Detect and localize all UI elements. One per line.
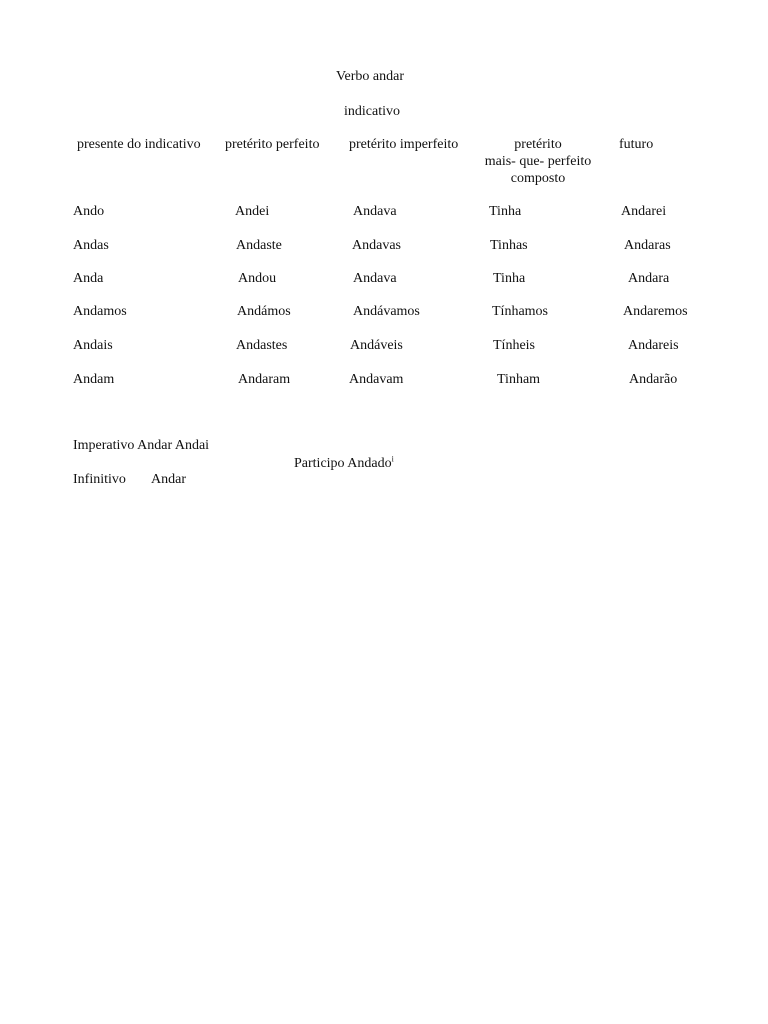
cell-presente: Andam <box>73 372 115 387</box>
cell-presente: Andais <box>73 338 113 353</box>
cell-perfeito: Andaste <box>236 238 282 253</box>
header-mais-que-perfeito <box>476 136 600 187</box>
cell-futuro: Andarei <box>621 204 667 219</box>
header-futuro: futuro <box>619 137 654 152</box>
cell-presente: Ando <box>73 204 105 219</box>
document-title: Verbo andar <box>336 69 405 84</box>
cell-perfeito: Andou <box>238 271 277 286</box>
header-imperfeito: pretérito imperfeito <box>349 137 459 152</box>
cell-mqp: Tínhamos <box>492 304 548 319</box>
cell-futuro: Andareis <box>628 338 679 353</box>
cell-imperfeito: Andavas <box>352 238 401 253</box>
header-mqp-line3: composto <box>510 171 566 186</box>
cell-imperfeito: Andavam <box>349 372 404 387</box>
header-mqp-line1: pretérito <box>514 137 562 152</box>
header-presente: presente do indicativo <box>77 137 201 152</box>
cell-perfeito: Andámos <box>237 304 291 319</box>
cell-imperfeito: Andava <box>353 204 397 219</box>
header-perfeito: pretérito perfeito <box>225 137 320 152</box>
cell-presente: Andamos <box>73 304 127 319</box>
cell-futuro: Andarão <box>629 372 678 387</box>
cell-imperfeito: Andávamos <box>353 304 420 319</box>
cell-perfeito: Andaram <box>238 372 291 387</box>
cell-mqp: Tinhas <box>490 238 528 253</box>
cell-presente: Anda <box>73 271 104 286</box>
infinitivo-value: Andar <box>151 472 186 487</box>
cell-futuro: Andaremos <box>623 304 688 319</box>
cell-perfeito: Andei <box>235 204 270 219</box>
cell-mqp: Tinha <box>493 271 526 286</box>
participio-line <box>294 456 394 472</box>
cell-futuro: Andara <box>628 271 670 286</box>
cell-imperfeito: Andáveis <box>350 338 403 353</box>
cell-imperfeito: Andava <box>353 271 397 286</box>
cell-presente: Andas <box>73 238 109 253</box>
infinitivo-label: Infinitivo <box>73 472 126 487</box>
imperativo-line: Imperativo Andar Andai <box>73 438 210 453</box>
cell-mqp: Tinham <box>497 372 541 387</box>
cell-perfeito: Andastes <box>236 338 288 353</box>
cell-mqp: Tinha <box>489 204 522 219</box>
document-subtitle: indicativo <box>344 104 400 119</box>
footnote-marker: i <box>391 454 394 464</box>
header-mqp-line2: mais- que- perfeito <box>484 154 592 169</box>
cell-futuro: Andaras <box>624 238 671 253</box>
participio-text: Participo Andado <box>294 456 392 471</box>
cell-mqp: Tínheis <box>493 338 535 353</box>
